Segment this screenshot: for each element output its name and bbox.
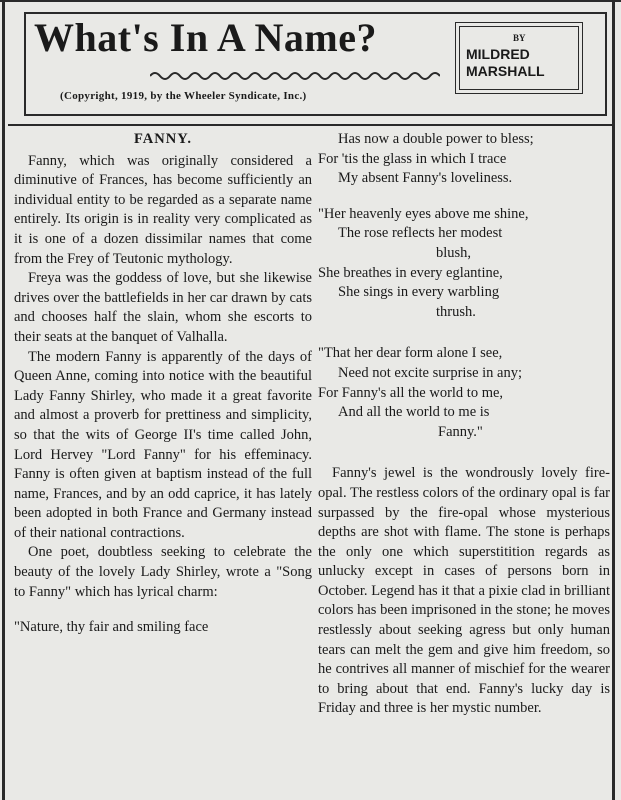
byline-by: BY [513, 33, 526, 43]
header-divider [8, 124, 613, 126]
poem-line: For 'tis the glass in which I trace [318, 150, 507, 167]
poem-line: blush, [436, 244, 472, 261]
poem-line: She sings in every warbling [338, 284, 500, 301]
poem-line: Fanny." [438, 423, 483, 440]
poem-line: "That her dear form alone I see, [318, 345, 503, 362]
poem-line: Need not excite surprise in any; [338, 364, 523, 381]
byline-box [455, 22, 583, 94]
poem-line: She breathes in every eglantine, [318, 264, 503, 281]
paragraph-poet: One poet, doubtless seeking to celebrate the beauty of the lovely Lady Shirley, wrote a "Song to Fanny" which has lyrical charm: [14, 544, 312, 600]
copyright-line: (Copyright, 1919, by the Wheeler Syndicate, Inc.) [60, 90, 307, 102]
poem-line: My absent Fanny's loveliness. [338, 170, 513, 187]
right-column [318, 130, 610, 719]
poem-line: The rose reflects her modest [338, 225, 503, 242]
poem-line: For Fanny's all the world to me, [318, 384, 504, 401]
poem-opening-line: "Nature, thy fair and smiling face [14, 619, 209, 636]
paragraph-freya: Freya was the goddess of love, but she likewise drives over the battlefields in her car drawn by cats and chooses half the slain, whom she escorts to their seats at the banquet of Valhalla. [14, 270, 312, 345]
left-column-rule [2, 0, 5, 800]
paragraph-modern-fanny: The modern Fanny is apparently of the days of Queen Anne, coming into notice with the beautiful Lady Fanny Shirley, who made it a great favorite and almost a proverb for prettiness and simplicity, so that the wits of George II's time called John, Lord Hervey "Lord Fanny" for his effeminacy. Fanny is often given at baptism instead of the full name, Frances, and by an odd caprice, it has lately been adopted in both France and Germany instead of their national contractions. [14, 348, 312, 541]
article-heading: FANNY. [134, 131, 192, 147]
paragraph-origin: Fanny, which was originally considered a diminutive of Frances, has become sufficiently an individual entity to be regarded as a separate name entirely. Its origin is in reality very complicated as it is one of a dozen dissimilar names that come from the Frey of Teutonic mythology. [14, 152, 312, 267]
poem-line: And all the world to me is [338, 404, 490, 421]
poem-line: Has now a double power to bless; [338, 131, 534, 147]
poem-line: "Her heavenly eyes above me shine, [318, 205, 529, 222]
paragraph-jewel: Fanny's jewel is the wondrously lovely fire-opal. The restless colors of the ordinary opal is far surpassed by the fire-opal whose mysterious depths are shot with flame. The stone is perhaps the only one which superstitition regards as unlucky except in cases of persons born in October. Legend has it that a pixie clad in brilliant colors has been imprisoned in the stone; he moves restlessly about seeking agress but only human tears can melt the gem and give him freedom, so he contrives all manner of mischief for the wearer to bring about that end. Fanny's lucky day is Friday and three is her mystic number. [318, 465, 610, 717]
byline-author: MILDRED MARSHALL [466, 46, 545, 79]
poem-line: thrush. [436, 303, 476, 320]
decorative-squiggle-icon [150, 70, 440, 82]
page-title: What's In A Name? [34, 15, 377, 60]
left-column [14, 130, 312, 638]
right-column-rule [612, 0, 615, 800]
top-rule [0, 0, 621, 2]
